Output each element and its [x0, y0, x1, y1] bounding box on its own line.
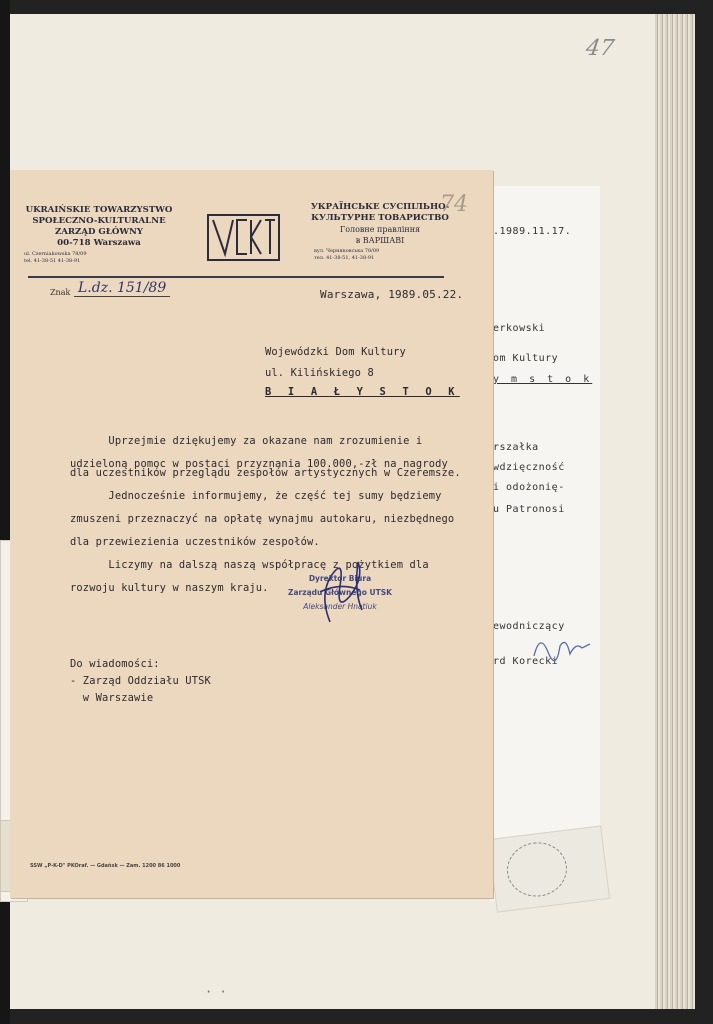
letterhead-polish [24, 205, 174, 265]
org-phone: tel. 41-38-51 41-38-91 [24, 258, 81, 264]
page-stack-edges [655, 14, 695, 1009]
body-line: rozwoju kultury w naszym kraju. [70, 582, 269, 594]
letter-date: Warszawa, 1989.05.22. [320, 288, 464, 301]
underlying-line: rd Korecki [493, 656, 559, 667]
org-city: 00-718 Warszawa [57, 238, 141, 248]
underlying-line: rszałka [493, 442, 539, 453]
recipient-city: B I A Ł Y S T O K [265, 386, 460, 398]
underlying-line: i odożonię- [493, 482, 565, 493]
underlying-line: ewodniczący [493, 621, 565, 632]
org-phone: тел. 41-38-51, 41-38-91 [314, 255, 375, 261]
body-line: Liczymy na dalszą naszą współpracę z pożytkiem dla [70, 559, 429, 571]
archive-number: 74 [440, 192, 468, 217]
org-name-line: Головне правління [339, 225, 421, 234]
utsk-logo-icon [207, 214, 280, 261]
letterhead-ukrainian [310, 202, 450, 262]
underlying-letter [490, 186, 600, 901]
cc-item: w Warszawie [70, 692, 154, 704]
org-name-line: КУЛЬТУРНЕ ТОВАРИСТВО [311, 213, 449, 223]
recipient-line: ul. Kilińskiego 8 [265, 367, 374, 379]
signer-title: Dyrektor Biura [308, 574, 372, 583]
reference-label: Znak [50, 288, 71, 297]
postmark-circle [504, 839, 570, 900]
body-line: Jednocześnie informujemy, że część tej sumy będziemy [70, 490, 442, 502]
body-line: zmuszeni przeznaczyć na opłatę wynajmu autokaru, niezbędnego [70, 513, 455, 525]
org-address: ul. Czerniakowska 78/09 [24, 251, 87, 257]
underlying-signature [530, 626, 595, 666]
body-line: udzieloną pomoc w postaci przyznania 100.000,-zł na nagrody [70, 458, 448, 470]
letter-document [10, 170, 493, 898]
org-name-line: ZARZĄD GŁÓWNY [54, 227, 144, 237]
underlying-line: u Patronosi [493, 504, 565, 515]
underlying-date: .1989.11.17. [493, 226, 572, 237]
page-number: 47 [584, 36, 616, 61]
cc-item: - Zarząd Oddziału UTSK [70, 675, 211, 687]
underlying-line: erkowski [493, 323, 546, 334]
recipient-line: Wojewódzki Dom Kultury [265, 346, 406, 358]
underlying-line: om Kultury [493, 353, 559, 364]
org-name-line: УКРАЇНСЬКЕ СУСПІЛЬНО- [310, 202, 450, 212]
body-line: dla uczestników przeglądu zespołów artystycznych w Czeremsze. [70, 467, 461, 479]
org-name-line: UKRAIŃSKIE TOWARZYSTWO [25, 205, 173, 215]
cc-label: Do wiadomości: [70, 658, 160, 670]
handwritten-signature [300, 552, 380, 632]
signer-org: Zarządu Głównego UTSK [288, 588, 392, 597]
body-line: dla przewiezienia uczestników zespołów. [70, 536, 320, 548]
page-dots: · · [205, 985, 227, 999]
body-line: Uprzejmie dziękujemy za okazane nam zrozumienie i [70, 435, 423, 447]
org-city: в ВАРШАВІ [355, 236, 405, 245]
postal-stamp [488, 825, 610, 912]
underlying-line: wdzięczność [493, 462, 565, 473]
letterhead-divider [28, 276, 444, 278]
reference-number: L.dz. 151/89 [74, 280, 170, 297]
org-name-line: SPOŁECZNO-KULTURALNE [32, 216, 166, 226]
print-footer: SSW „P-K-D" PKOraf. — Gdańsk — Zam. 1200 86 1000 [30, 863, 181, 869]
signer-name: Aleksander Hnatiuk [303, 602, 377, 611]
underlying-line: y m s t o k [493, 374, 593, 385]
org-address: вул. Черняковська 78/09 [314, 248, 380, 254]
